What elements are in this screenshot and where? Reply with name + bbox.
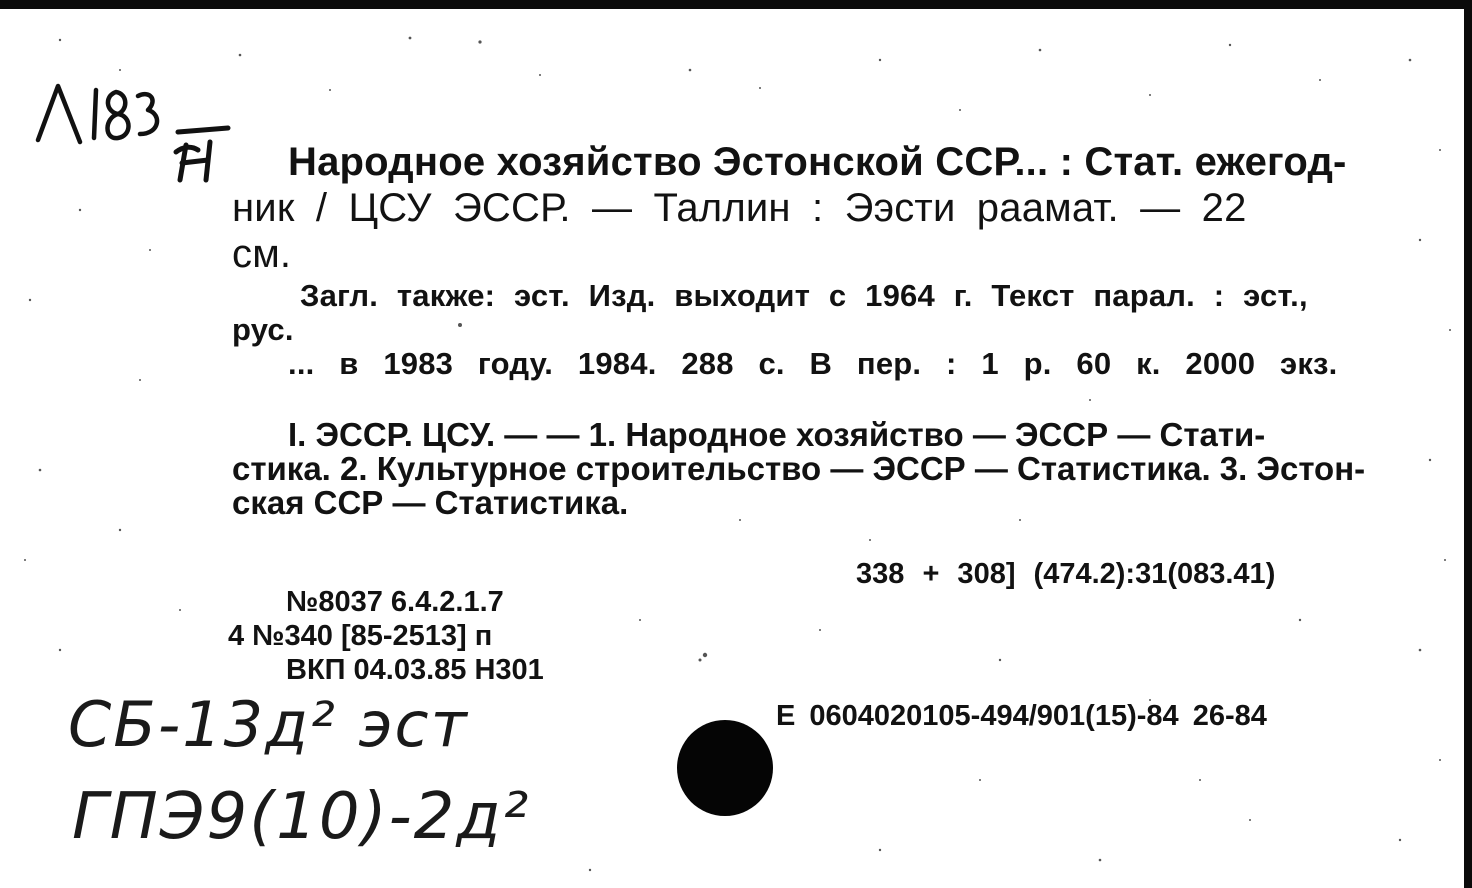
order-line-2: 4 №340 [85-2513] п — [228, 620, 493, 652]
edition-code: E 0604020105-494/901(15)-84 26-84 — [776, 700, 1267, 732]
title-line-1: Народное хозяйство Эстонской ССР... : Стат. ежегод- — [288, 140, 1347, 184]
order-line-1: №8037 6.4.2.1.7 — [286, 586, 504, 618]
notes-line-3: ... в 1983 году. 1984. 288 с. В пер. : 1 р. 60 к. 2000 экз. — [288, 346, 1338, 381]
udc-code: 338 + 308] (474.2):31(083.41) — [856, 558, 1276, 590]
order-line-3: ВКП 04.03.85 Н301 — [286, 654, 544, 686]
notes-line-1: Загл. также: эст. Изд. выходит с 1964 г. Текст парал. : эст., — [300, 278, 1308, 313]
handwritten-note-2: ГПЭ9(10)-2д² — [72, 780, 531, 854]
subject-line-1: I. ЭССР. ЦСУ. — — 1. Народное хозяйство — ЭССР — Стати- — [288, 416, 1266, 453]
subject-line-2: стика. 2. Культурное строительство — ЭССР — Статистика. 3. Эстон- — [232, 450, 1366, 487]
handwritten-note-1: СБ-13д² эст — [68, 688, 469, 761]
notes-line-2: рус. — [232, 312, 294, 347]
title-line-2: ник / ЦСУ ЭССР. — Таллин : Ээсти раамат. — 22 — [232, 186, 1247, 230]
subject-line-3: ская ССР — Статистика. — [232, 484, 629, 521]
title-line-3: см. — [232, 232, 292, 276]
punch-hole — [677, 720, 773, 816]
